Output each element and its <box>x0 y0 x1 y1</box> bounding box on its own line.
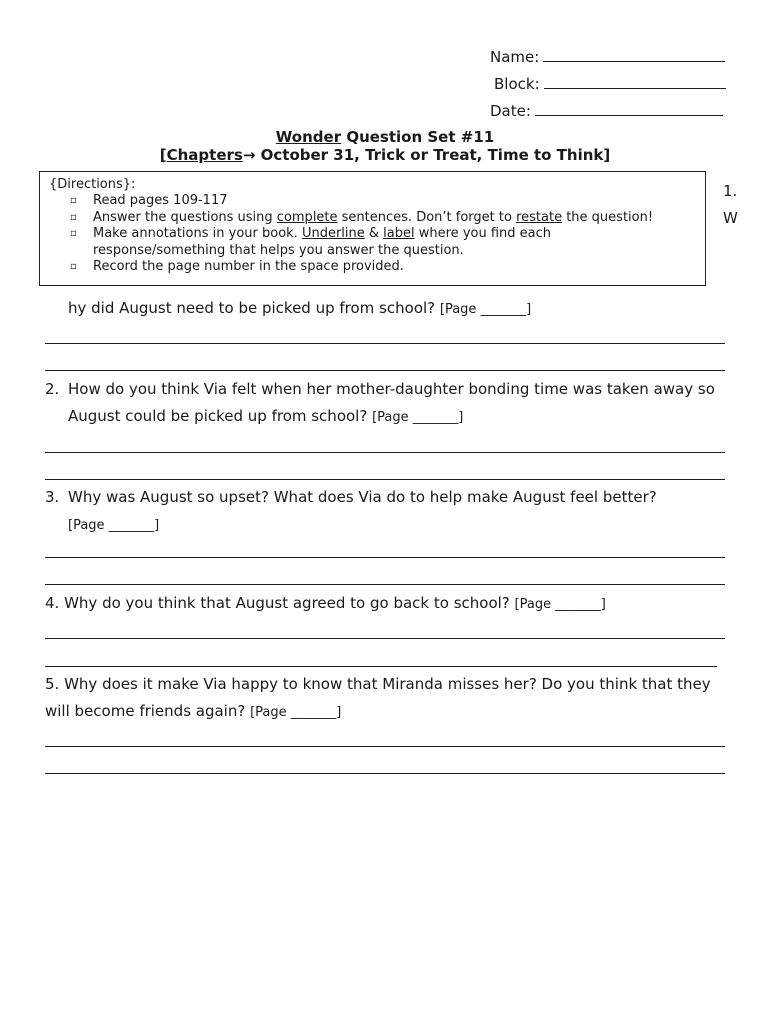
answer-line[interactable] <box>45 479 725 480</box>
question-5-text: 5. Why does it make Via happy to know that Miranda misses her? Do you think that they <box>45 675 711 693</box>
question-3-text: Why was August so upset? What does Via do to help make August feel better? <box>68 488 657 506</box>
date-field-row <box>490 101 723 120</box>
name-blank[interactable] <box>543 47 725 62</box>
directions-list <box>70 193 690 276</box>
page-ref[interactable]: [Page _______] <box>372 410 464 425</box>
answer-line[interactable] <box>45 638 725 639</box>
answer-line[interactable] <box>45 666 717 667</box>
page-ref[interactable]: [Page _______] <box>250 705 342 720</box>
block-label: Block: <box>494 75 540 93</box>
directions-item-text: Record the page number in the space provided. <box>93 259 404 275</box>
directions-item-text: & <box>364 226 384 242</box>
directions-item <box>70 210 690 227</box>
name-field-row <box>490 47 725 66</box>
question-2 <box>68 376 715 431</box>
question-2-text: How do you think Via felt when her mother-daughter bonding time was taken away so <box>68 380 715 398</box>
question-1 <box>68 295 531 323</box>
answer-line[interactable] <box>45 746 725 747</box>
chapters-list: October 31, Trick or Treat, Time to Think] <box>255 146 611 164</box>
directions-underlined-word: Underline <box>301 226 365 242</box>
directions-underlined-word: restate <box>516 209 563 225</box>
directions-item-text: sentences. Don’t forget to <box>337 209 517 225</box>
question-2-text: August could be picked up from school? <box>68 407 373 425</box>
directions-item-text: Read pages 109-117 <box>93 193 228 208</box>
page-title <box>0 128 770 146</box>
bullet-icon: ▫ <box>70 228 77 240</box>
date-label: Date: <box>490 102 531 120</box>
block-blank[interactable] <box>544 74 726 89</box>
arrow-icon: → <box>242 146 256 164</box>
question-3 <box>68 484 657 539</box>
directions-underlined-word: complete <box>276 209 338 225</box>
question-1-first-letter: W <box>723 209 738 227</box>
answer-line[interactable] <box>45 584 725 585</box>
directions-item-text: where you find each <box>414 226 551 242</box>
page-ref[interactable]: [Page _______] <box>514 597 606 612</box>
directions-item-text: the question! <box>562 209 654 225</box>
question-4 <box>45 590 606 618</box>
bullet-icon: ▫ <box>70 211 77 223</box>
title-book-name: Wonder <box>275 128 342 146</box>
question-5-text: will become friends again? <box>45 702 251 720</box>
directions-underlined-word: label <box>383 226 415 242</box>
directions-item <box>70 259 690 276</box>
chapters-bracket: [ <box>159 146 167 164</box>
date-blank[interactable] <box>535 101 723 116</box>
answer-line[interactable] <box>45 343 725 344</box>
question-4-text: 4. Why do you think that August agreed to go back to school? <box>45 594 515 612</box>
bullet-icon: ▫ <box>70 195 77 206</box>
answer-line[interactable] <box>45 557 725 558</box>
answer-line[interactable] <box>45 370 725 371</box>
question-3-number: 3. <box>45 488 60 506</box>
question-1-number: 1. <box>723 182 738 200</box>
title-set: Question Set #11 <box>341 128 495 146</box>
page-ref[interactable]: [Page _______] <box>439 302 532 317</box>
answer-line[interactable] <box>45 773 725 774</box>
name-label: Name: <box>490 48 540 66</box>
question-1-text: hy did August need to be picked up from school? <box>68 299 440 317</box>
directions-item-text: response/something that helps you answer the question. <box>93 242 464 258</box>
chapters-label: Chapters <box>166 146 243 164</box>
question-2-number: 2. <box>45 380 60 398</box>
chapters-title <box>0 146 770 164</box>
block-field-row <box>494 74 726 93</box>
directions-item <box>70 226 690 259</box>
question-5 <box>45 671 711 726</box>
directions-box <box>39 171 706 286</box>
directions-item-text: Answer the questions using <box>93 209 277 225</box>
directions-heading: {Directions}: <box>49 177 136 192</box>
directions-item-text: Make annotations in your book. <box>93 226 302 242</box>
page-ref[interactable]: [Page _______] <box>68 518 160 533</box>
answer-line[interactable] <box>45 452 725 453</box>
directions-item <box>70 193 690 210</box>
bullet-icon: ▫ <box>70 261 77 273</box>
